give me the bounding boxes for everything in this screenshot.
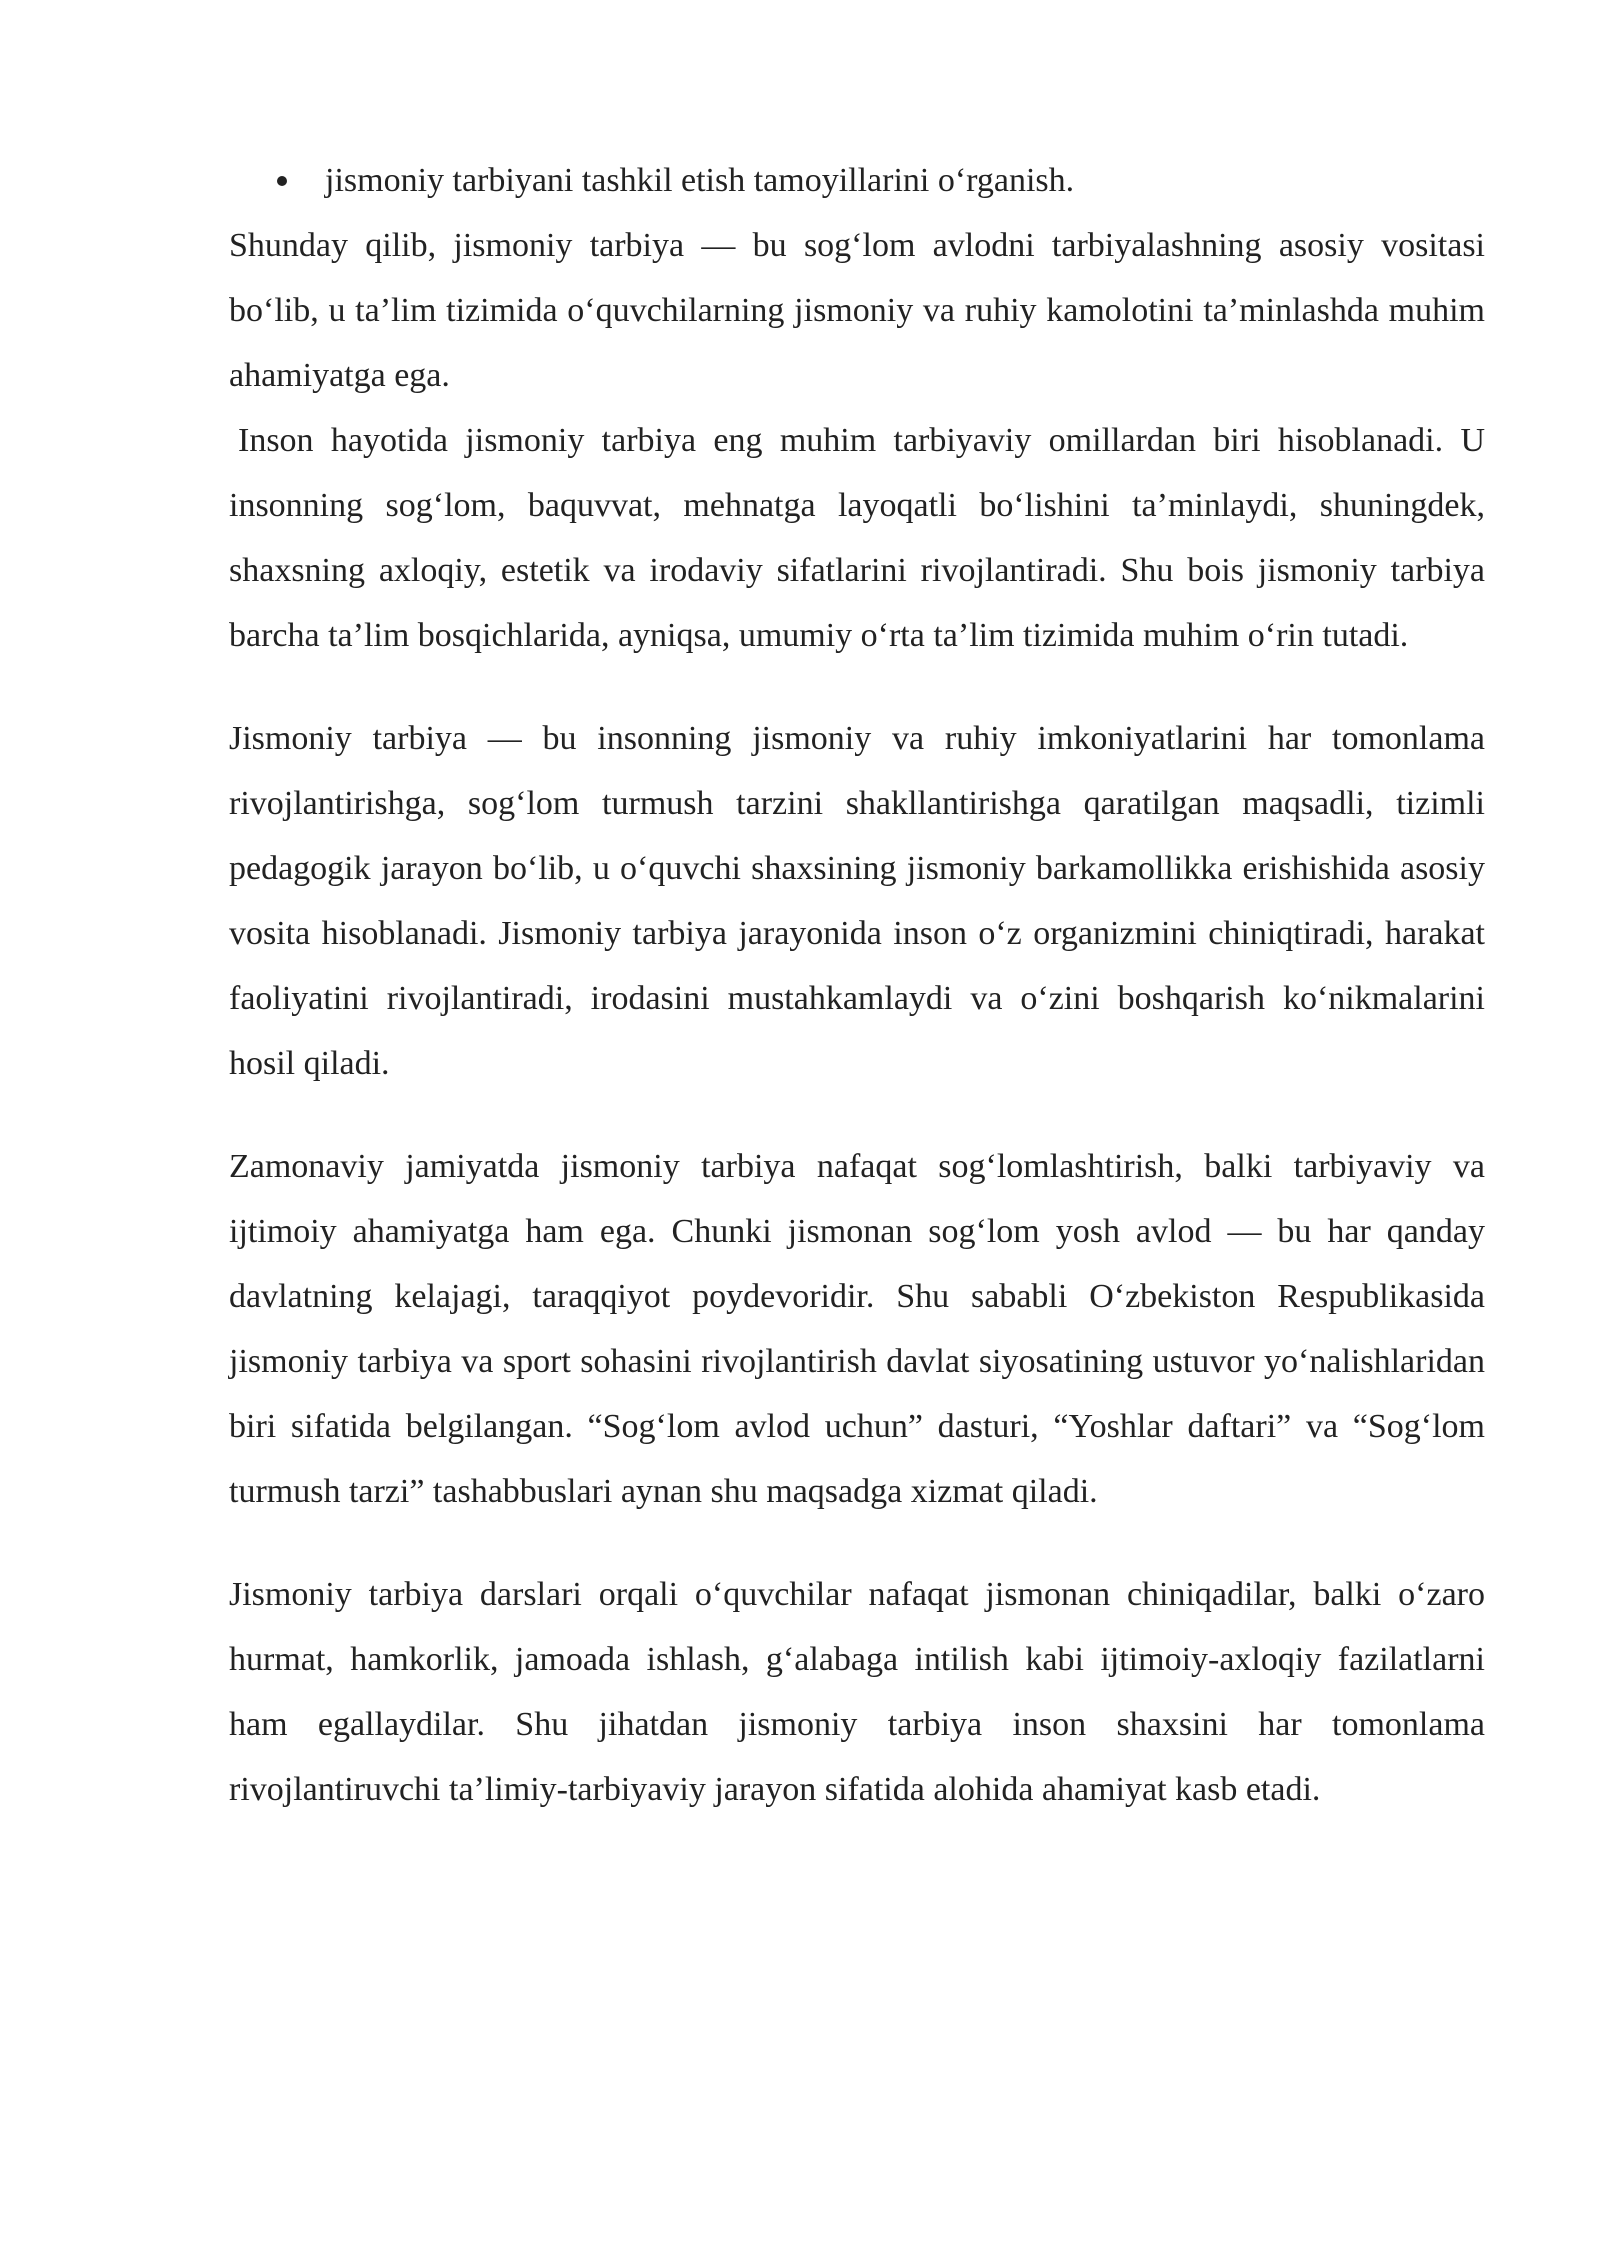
bullet-item [229,148,1485,213]
bullet-text: jismoniy tarbiyani tashkil etish tamoyillarini o‘rganish. [325,162,1075,199]
bullet-icon [277,176,287,186]
paragraph-definition: Jismoniy tarbiya — bu insonning jismoniy va ruhiy imkoniyatlarini har tomonlama rivojlantirishga, sog‘lom turmush tarzini shakllantirishga qaratilgan maqsadli, tizimli pedagogik jarayon bo‘lib, u o‘quvchi shaxsining jismoniy barkamollikka erishishida asosiy vosita hisoblanadi. Jismoniy tarbiya jarayonida inson o‘z organizmini chiniqtiradi, harakat faoliyatini rivojlantiradi, irodasini mustahkamlaydi va o‘zini boshqarish ko‘nikmalarini hosil qiladi. [229,720,1485,1082]
paragraph-darslar: Jismoniy tarbiya darslari orqali o‘quvchilar nafaqat jismonan chiniqadilar, balki o‘zaro hurmat, hamkorlik, jamoada ishlash, g‘alabaga intilish kabi ijtimoiy-axloqiy fazilatlarni ham egallaydilar. Shu jihatdan jismoniy tarbiya inson shaxsini har tomonlama rivojlantiruvchi ta’limiy-tarbiyaviy jarayon sifatida alohida ahamiyat kasb etadi. [229,1576,1485,1808]
paragraph-zamonaviy: Zamonaviy jamiyatda jismoniy tarbiya nafaqat sog‘lomlashtirish, balki tarbiyaviy va ijtimoiy ahamiyatga ham ega. Chunki jismonan sog‘lom yosh avlod — bu har qanday davlatning kelajagi, taraqqiyot poydevoridir. Shu sababli O‘zbekiston Respublikasida jismoniy tarbiya va sport sohasini rivojlantirish davlat siyosatining ustuvor yo‘nalishlaridan biri sifatida belgilangan. “Sog‘lom avlod uchun” dasturi, “Yoshlar daftari” va “Sog‘lom turmush tarzi” tashabbuslari aynan shu maqsadga xizmat qiladi. [229,1148,1485,1510]
bullet-list [229,148,1485,213]
document-body [229,148,1485,1822]
paragraph-conclusion: Shunday qilib, jismoniy tarbiya — bu sog‘lom avlodni tarbiyalashning asosiy vositasi bo‘lib, u ta’lim tizimida o‘quvchilarning jismoniy va ruhiy kamolotini ta’minlashda muhim ahamiyatga ega. [229,227,1485,394]
paragraph-inson-hayotida: Inson hayotida jismoniy tarbiya eng muhim tarbiyaviy omillardan biri hisoblanadi. U insonning sog‘lom, baquvvat, mehnatga layoqatli bo‘lishini ta’minlaydi, shuningdek, shaxsning axloqiy, estetik va irodaviy sifatlarini rivojlantiradi. Shu bois jismoniy tarbiya barcha ta’lim bosqichlarida, ayniqsa, umumiy o‘rta ta’lim tizimida muhim o‘rin tutadi. [229,422,1485,654]
